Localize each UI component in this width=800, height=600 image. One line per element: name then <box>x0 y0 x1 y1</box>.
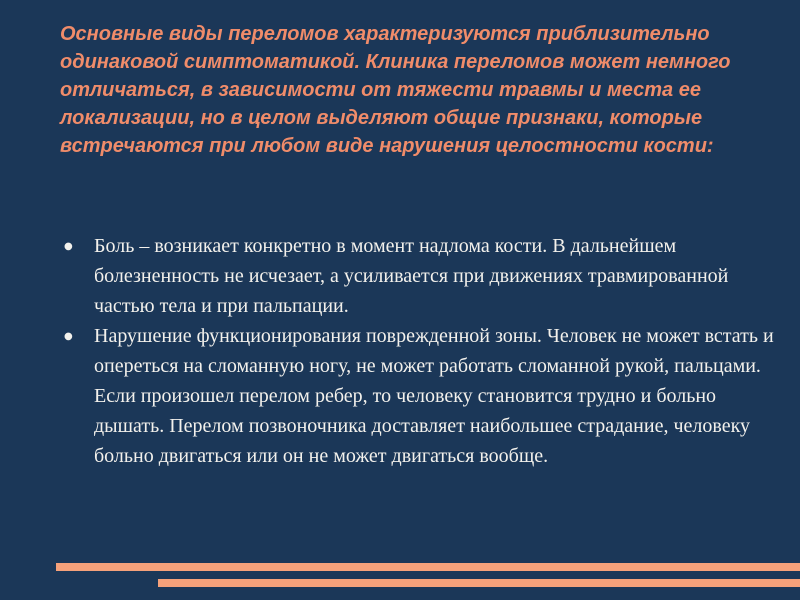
bullet-list <box>64 231 774 471</box>
bullet-item-pain <box>64 231 774 321</box>
decorative-stripe-bottom <box>158 579 800 587</box>
bullet-text-dysfunction: Нарушение функционирования поврежденной зоны. Человек не может встать и опереться на сломанную ногу, не может работать сломанной рукой, пальцами. Если произошел перелом ребер, то человеку становится трудно и больно дышать. Перелом позвоночника доставляет наибольшее страдание, человеку больно двигаться или он не может двигаться вообще. <box>94 325 774 467</box>
bullet-item-dysfunction <box>64 321 774 471</box>
bullet-marker-icon: ● <box>64 331 73 342</box>
bullet-marker-icon: ● <box>64 241 73 252</box>
slide-heading: Основные виды переломов характеризуются приблизительно одинаковой симптоматикой. Клиника переломов может немного отличаться, в зависимости от тяжести травмы и места ее локализации, но в целом выделяют общие признаки, которые встречаются при любом виде нарушения целостности кости: <box>60 23 731 157</box>
bullet-text-pain: Боль – возникает конкретно в момент надлома кости. В дальнейшем болезненность не исчезает, а усиливается при движениях травмированной частью тела и при пальпации. <box>94 235 729 317</box>
decorative-stripe-top <box>56 563 800 571</box>
